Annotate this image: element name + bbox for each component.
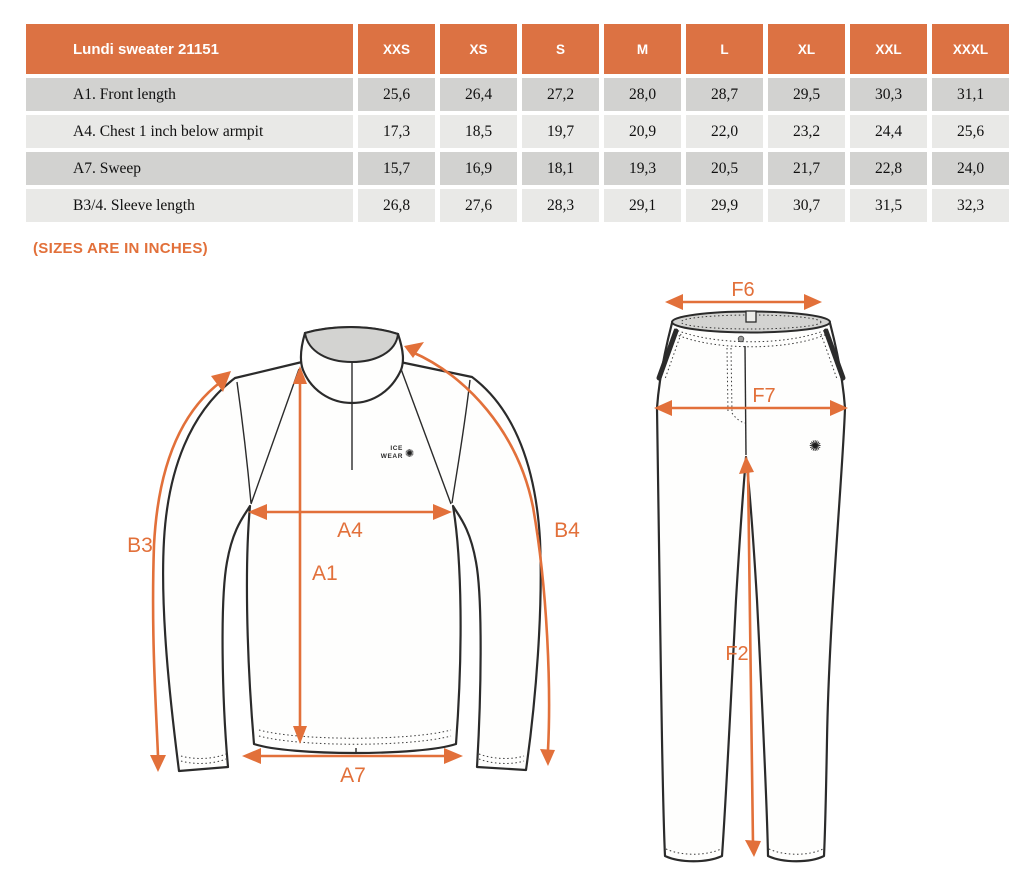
cell-value: 28,7 [686, 78, 763, 111]
cell-value: 24,0 [932, 152, 1009, 185]
measurement-diagrams [0, 270, 1036, 888]
cell-value: 27,2 [522, 78, 599, 111]
cell-value: 20,9 [604, 115, 681, 148]
svg-text:ICE: ICE [390, 445, 403, 452]
cell-value: 29,9 [686, 189, 763, 222]
cell-value: 29,1 [604, 189, 681, 222]
cell-value: 18,1 [522, 152, 599, 185]
svg-text:WEAR: WEAR [380, 453, 403, 460]
cell-value: 17,3 [358, 115, 435, 148]
cell-value: 16,9 [440, 152, 517, 185]
b3-label: B3 [127, 534, 153, 557]
row-label-sleeve-length: B3/4. Sleeve length [26, 189, 353, 222]
cell-value: 26,8 [358, 189, 435, 222]
cell-value: 30,7 [768, 189, 845, 222]
cell-value: 22,8 [850, 152, 927, 185]
snowflake-icon: ✺ [405, 447, 415, 460]
size-col-xxs: XXS [358, 24, 435, 74]
cell-value: 32,3 [932, 189, 1009, 222]
cell-value: 25,6 [932, 115, 1009, 148]
pants-diagram [654, 279, 848, 861]
size-col-xs: XS [440, 24, 517, 74]
cell-value: 31,5 [850, 189, 927, 222]
row-label-front-length: A1. Front length [26, 78, 353, 111]
cell-value: 29,5 [768, 78, 845, 111]
f7-label: F7 [752, 385, 776, 407]
cell-value: 30,3 [850, 78, 927, 111]
f2-label: F2 [725, 643, 749, 665]
f6-arrow [665, 279, 822, 310]
snowflake-icon: ✺ [808, 437, 822, 455]
cell-value: 15,7 [358, 152, 435, 185]
table-title: Lundi sweater 21151 [26, 24, 353, 74]
cell-value: 19,7 [522, 115, 599, 148]
f6-label: F6 [731, 279, 755, 301]
size-col-m: M [604, 24, 681, 74]
cell-value: 19,3 [604, 152, 681, 185]
size-col-xl: XL [768, 24, 845, 74]
cell-value: 25,6 [358, 78, 435, 111]
size-table [26, 24, 1009, 222]
cell-value: 26,4 [440, 78, 517, 111]
size-col-xxl: XXL [850, 24, 927, 74]
cell-value: 28,0 [604, 78, 681, 111]
cell-value: 24,4 [850, 115, 927, 148]
cell-value: 28,3 [522, 189, 599, 222]
a1-label: A1 [312, 562, 338, 585]
row-label-chest: A4. Chest 1 inch below armpit [26, 115, 353, 148]
cell-value: 27,6 [440, 189, 517, 222]
a4-label: A4 [337, 519, 363, 542]
sizes-in-inches-note: (SIZES ARE IN INCHES) [33, 240, 208, 257]
back-belt-loop [746, 311, 756, 322]
cell-value: 31,1 [932, 78, 1009, 111]
sweater-diagram [127, 327, 580, 787]
cell-value: 18,5 [440, 115, 517, 148]
cell-value: 20,5 [686, 152, 763, 185]
center-front-seam [745, 346, 746, 455]
cell-value: 22,0 [686, 115, 763, 148]
size-col-l: L [686, 24, 763, 74]
cell-value: 21,7 [768, 152, 845, 185]
a7-label: A7 [340, 764, 366, 787]
size-col-s: S [522, 24, 599, 74]
cell-value: 23,2 [768, 115, 845, 148]
size-col-xxxl: XXXL [932, 24, 1009, 74]
row-label-sweep: A7. Sweep [26, 152, 353, 185]
b4-label: B4 [554, 519, 580, 542]
waist-button [738, 336, 744, 342]
